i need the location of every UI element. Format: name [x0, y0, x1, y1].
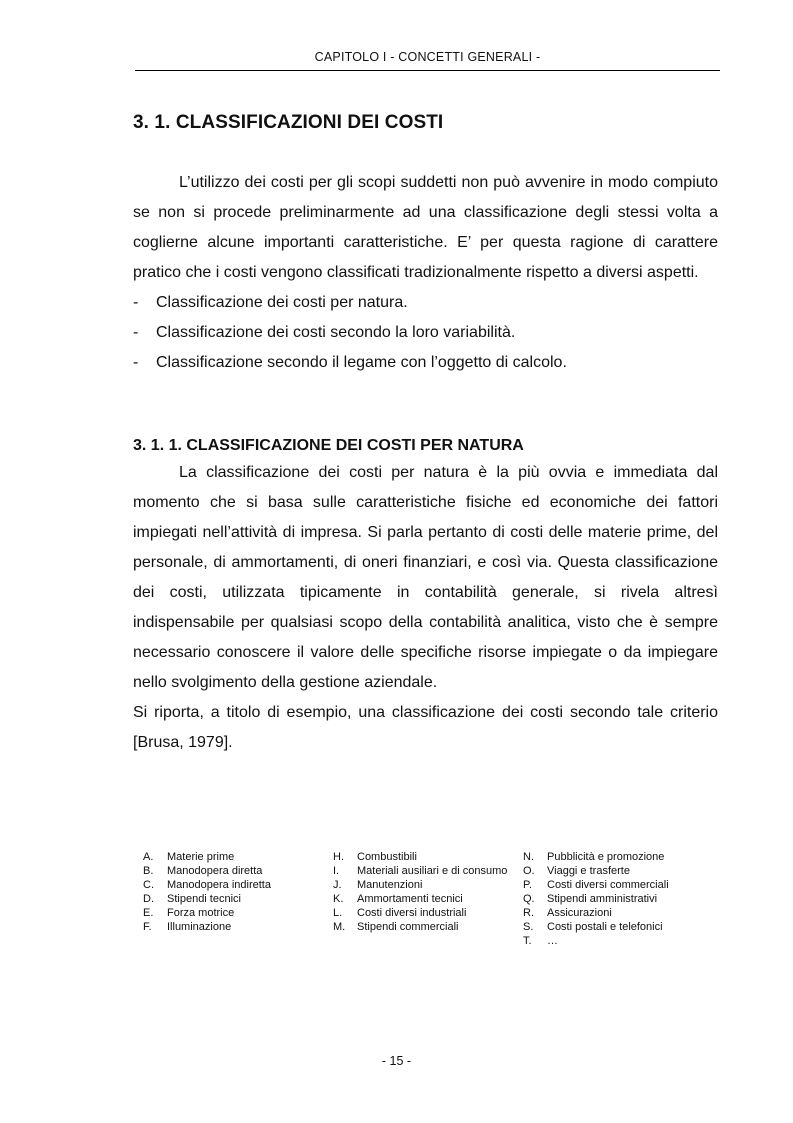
natura-text: La classificazione dei costi per natura è la più ovvia e immediata dal momento che si basa sulle caratteristiche fisiche ed economiche dei fattori impiegati nell’attività di impresa. Si parla pertanto di costi delle materie prime, del personale, di ammortamenti, di oneri finanziari, e così via. Questa classificazione dei costi, utilizzata tipicamente in contabilità generale, si rivela altresì indispensabile per qualsiasi scopo della contabilità analitica, visto che è sempre necessario conoscere il valore delle specifiche risorse impiegate o da impiegare nello svolgimento della gestione aziendale. [133, 464, 718, 691]
cost-item: P. Costi diversi commerciali [523, 879, 669, 891]
natura-paragraph [133, 458, 718, 698]
cost-column-3 [523, 850, 713, 948]
header-rule [135, 70, 720, 71]
cost-item: D. Stipendi tecnici [143, 893, 241, 905]
page-number: - 15 - [381, 1054, 412, 1068]
page-body [133, 112, 718, 758]
cost-item: J. Manutenzioni [333, 879, 423, 891]
cost-column-1 [143, 850, 333, 948]
cost-item: I. Materiali ausiliari e di consumo [333, 865, 508, 877]
cost-item: O. Viaggi e trasferte [523, 865, 630, 877]
intro-paragraph [133, 168, 718, 288]
cost-item: M. Stipendi commerciali [333, 921, 459, 933]
cost-item: S. Costi postali e telefonici [523, 921, 663, 933]
dash-marker: - [133, 354, 139, 371]
cost-item: T. … [523, 935, 558, 947]
cost-item: C. Manodopera indiretta [143, 879, 271, 891]
cost-item: A. Materie prime [143, 851, 235, 863]
cost-classification-table [143, 850, 713, 948]
example-paragraph: Si riporta, a titolo di esempio, una classificazione dei costi secondo tale criterio [Brusa, 1979]. [133, 704, 718, 751]
intro-text: L’utilizzo dei costi per gli scopi suddetti non può avvenire in modo compiuto se non si procede preliminarmente ad una classificazione degli stessi volta a coglierne alcune importanti caratteristiche. E’ per questa ragione di carattere pratico che i costi vengono classificati tradizionalmente rispetto a diversi aspetti. [133, 174, 718, 281]
classification-list [133, 288, 718, 378]
dash-marker: - [133, 294, 139, 311]
cost-item: H. Combustibili [333, 851, 417, 863]
subsection-title: 3. 1. 1. CLASSIFICAZIONE DEI COSTI PER NATURA [133, 437, 524, 454]
cost-item: R. Assicurazioni [523, 907, 612, 919]
dash-marker: - [133, 324, 139, 341]
cost-column-2 [333, 850, 523, 948]
cost-item: Q. Stipendi amministrativi [523, 893, 658, 905]
list-item: - Classificazione dei costi per natura. [133, 288, 718, 318]
list-item: - Classificazione secondo il legame con l’oggetto di calcolo. [133, 348, 718, 378]
cost-item: L. Costi diversi industriali [333, 907, 467, 919]
running-header: CAPITOLO I - CONCETTI GENERALI - [314, 50, 541, 64]
cost-item: N. Pubblicità e promozione [523, 851, 665, 863]
section-title: 3. 1. CLASSIFICAZIONI DEI COSTI [133, 112, 444, 133]
cost-item: F. Illuminazione [143, 921, 232, 933]
cost-item: E. Forza motrice [143, 907, 235, 919]
cost-item: B. Manodopera diretta [143, 865, 263, 877]
list-item: - Classificazione dei costi secondo la loro variabilità. [133, 318, 718, 348]
cost-item: K. Ammortamenti tecnici [333, 893, 463, 905]
